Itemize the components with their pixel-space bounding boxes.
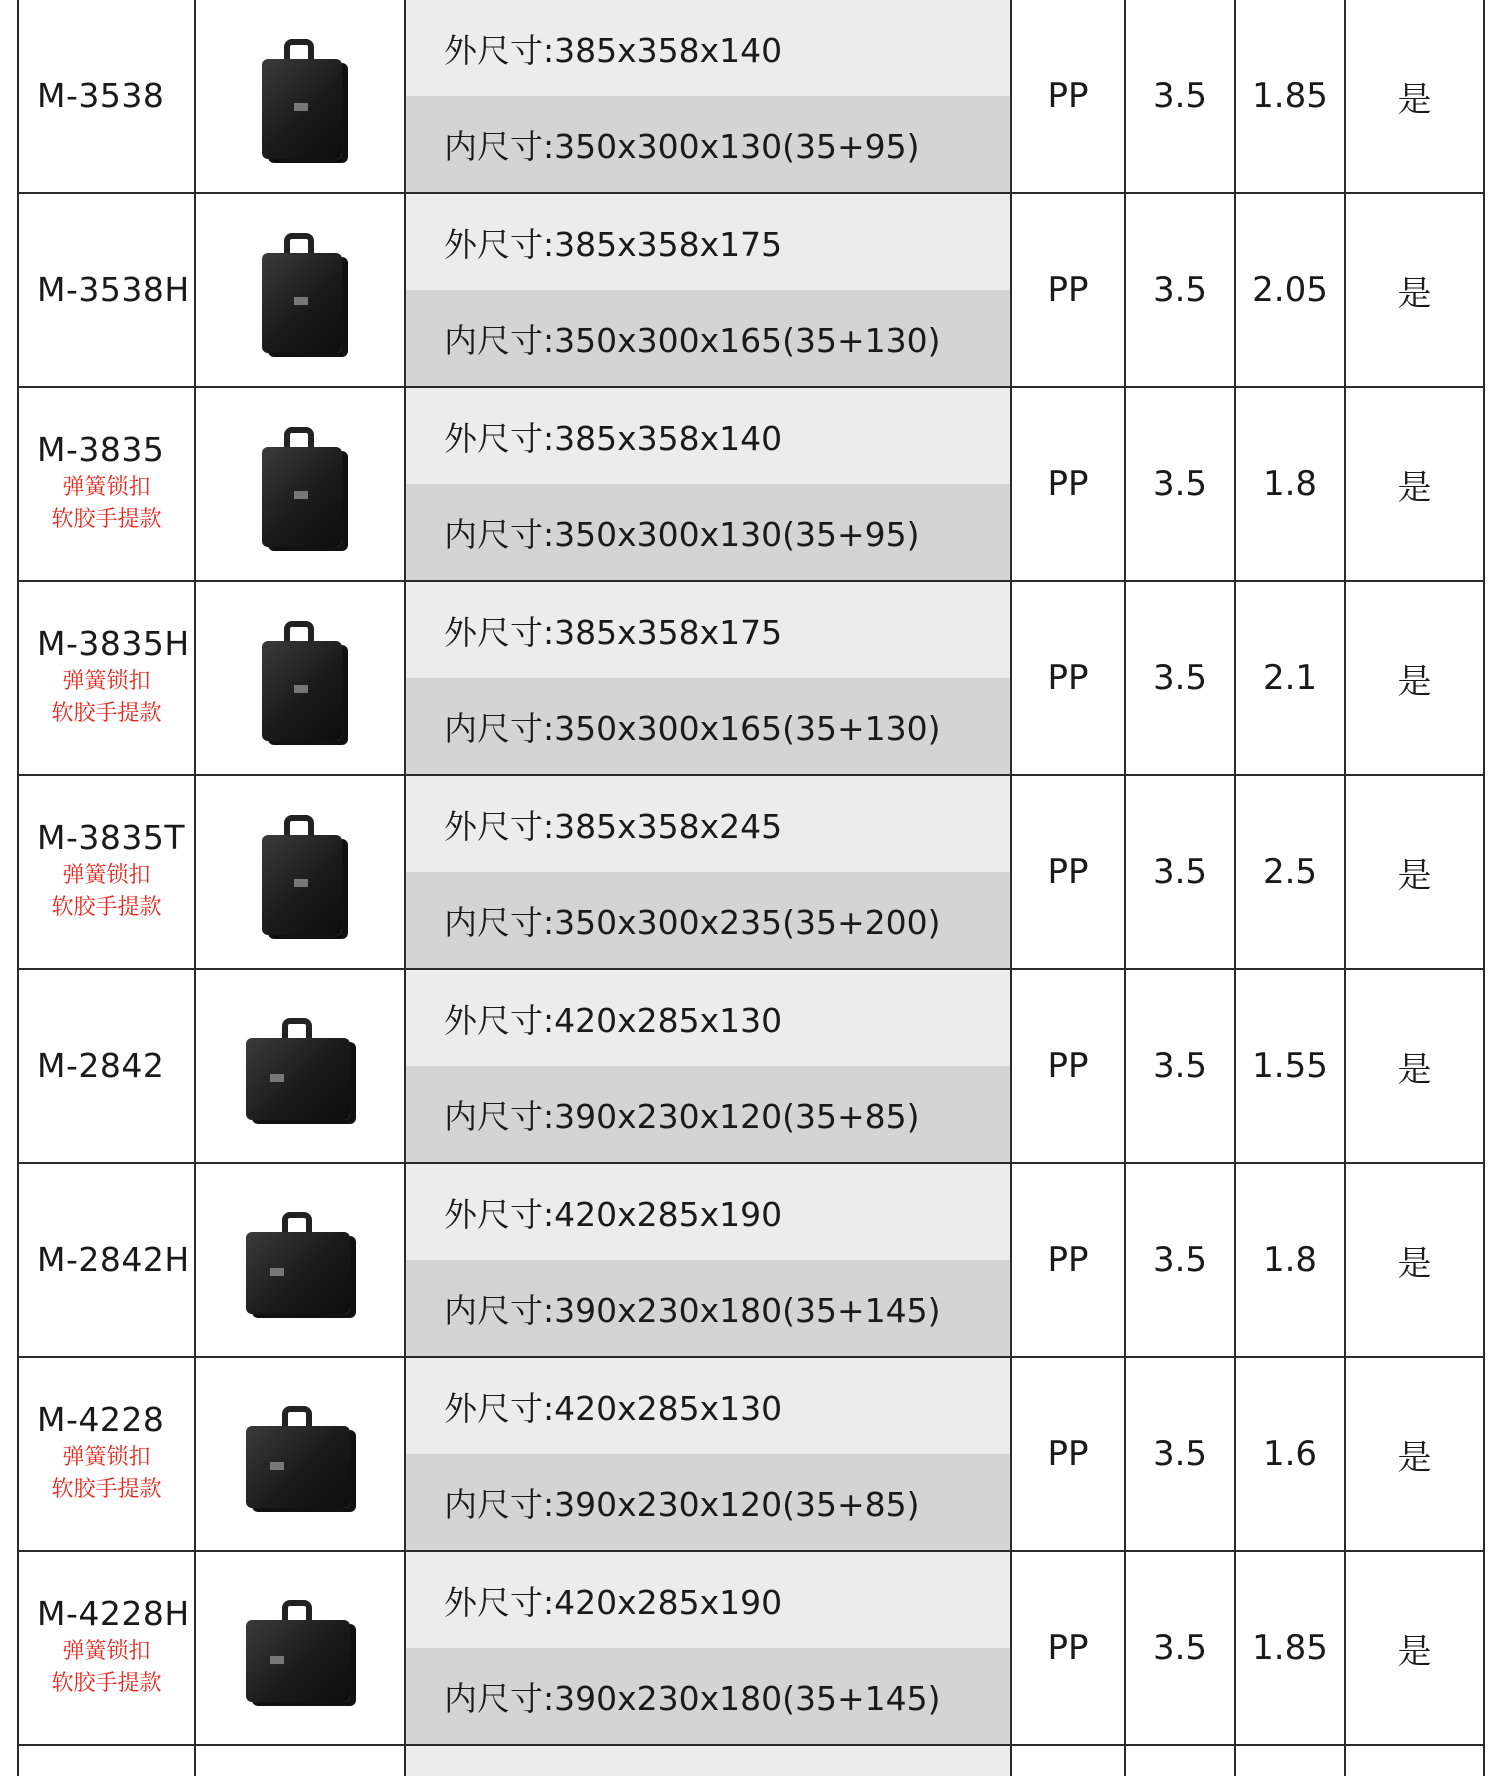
- size-cell: [406, 0, 1012, 192]
- size-cell: [406, 970, 1012, 1162]
- outer-size: 外尺寸:385x358x245: [406, 776, 1010, 872]
- thickness: 3.5: [1126, 582, 1236, 774]
- weight: 1.8: [1236, 388, 1346, 580]
- material: PP: [1012, 776, 1126, 968]
- model-number: M-2842H: [37, 1239, 190, 1279]
- material: PP: [1012, 0, 1126, 192]
- note-line-1: 弹簧锁扣: [62, 669, 151, 695]
- size-cell: [406, 194, 1012, 386]
- case-tall-icon: [254, 807, 346, 937]
- material: PP: [1012, 1552, 1126, 1744]
- outer-size: 外尺寸:420x285x130: [406, 1358, 1010, 1454]
- image-cell: [196, 1552, 406, 1744]
- outer-size: 外尺寸:385x358x140: [406, 0, 1010, 96]
- model-number: M-3835T: [37, 817, 186, 857]
- material: PP: [1012, 194, 1126, 386]
- case-wide-icon: [240, 1200, 360, 1320]
- model-cell: [19, 388, 196, 580]
- size-cell: [406, 1164, 1012, 1356]
- thickness: 3.5: [1126, 388, 1236, 580]
- case-tall-icon: [254, 225, 346, 355]
- model-number: M-3538H: [37, 269, 190, 309]
- weight: 2.5: [1236, 776, 1346, 968]
- weight: 2.05: [1236, 194, 1346, 386]
- image-cell: [196, 194, 406, 386]
- outer-size: 外尺寸:420x285x130: [406, 970, 1010, 1066]
- model-number: M-4228H: [37, 1593, 190, 1633]
- table-row: [19, 388, 1485, 582]
- weight: 1.85: [1236, 0, 1346, 192]
- thickness: 3.5: [1126, 1552, 1236, 1744]
- table-row: [19, 1358, 1485, 1552]
- note-line-2: 软胶手提款: [51, 1477, 162, 1503]
- weight: 1.8: [1236, 1164, 1346, 1356]
- size-cell: [406, 1552, 1012, 1744]
- inner-size: 内尺寸:350x300x165(35+130): [406, 678, 1010, 774]
- inner-size: 内尺寸:350x300x165(35+130): [406, 290, 1010, 386]
- note-line-2: 软胶手提款: [51, 895, 162, 921]
- yes-mark: 是: [1346, 1552, 1485, 1744]
- weight: 1.55: [1236, 970, 1346, 1162]
- image-cell: [196, 776, 406, 968]
- material: PP: [1012, 582, 1126, 774]
- yes-mark: 是: [1346, 1358, 1485, 1550]
- yes-mark: 是: [1346, 388, 1485, 580]
- thickness: 3.5: [1126, 776, 1236, 968]
- note-line-2: 软胶手提款: [51, 507, 162, 533]
- yes-mark: 是: [1346, 194, 1485, 386]
- image-cell: [196, 1358, 406, 1550]
- inner-size: 内尺寸:350x300x130(35+95): [406, 96, 1010, 192]
- outer-size: 外尺寸:385x358x140: [406, 388, 1010, 484]
- outer-size: 外尺寸:420x285x190: [406, 1552, 1010, 1648]
- outer-size: 外尺寸:385x358x175: [406, 582, 1010, 678]
- table-row: [19, 194, 1485, 388]
- weight: 2.1: [1236, 582, 1346, 774]
- yes-mark: 是: [1346, 1164, 1485, 1356]
- case-wide-icon: [240, 1394, 360, 1514]
- case-tall-icon: [254, 31, 346, 161]
- model-number: M-3835H: [37, 623, 190, 663]
- case-wide-icon: [240, 1006, 360, 1126]
- model-cell: [19, 1552, 196, 1744]
- table-row: [19, 970, 1485, 1164]
- yes-mark: 是: [1346, 776, 1485, 968]
- size-cell: [406, 582, 1012, 774]
- image-cell: [196, 970, 406, 1162]
- weight: 1.85: [1236, 1552, 1346, 1744]
- size-cell: [406, 1358, 1012, 1550]
- thickness: 3.5: [1126, 970, 1236, 1162]
- image-cell: [196, 582, 406, 774]
- note-line-1: 弹簧锁扣: [62, 1445, 151, 1471]
- model-number: M-4228: [37, 1399, 165, 1439]
- model-cell: [19, 776, 196, 968]
- model-cell: [19, 194, 196, 386]
- note-line-1: 弹簧锁扣: [62, 1639, 151, 1665]
- yes-mark: 是: [1346, 970, 1485, 1162]
- case-tall-icon: [254, 419, 346, 549]
- table-row: [19, 776, 1485, 970]
- yes-mark: 是: [1346, 582, 1485, 774]
- model-cell: [19, 1358, 196, 1550]
- outer-size: 外尺寸:420x285x190: [406, 1164, 1010, 1260]
- table-row: [19, 1164, 1485, 1358]
- table-row: [19, 582, 1485, 776]
- material: PP: [1012, 1358, 1126, 1550]
- material: PP: [1012, 388, 1126, 580]
- material: PP: [1012, 970, 1126, 1162]
- size-cell: [406, 776, 1012, 968]
- inner-size: 内尺寸:390x230x120(35+85): [406, 1066, 1010, 1162]
- table-row: [19, 1552, 1485, 1746]
- inner-size: 内尺寸:390x230x120(35+85): [406, 1454, 1010, 1550]
- weight: 1.6: [1236, 1358, 1346, 1550]
- yes-mark: 是: [1346, 0, 1485, 192]
- thickness: 3.5: [1126, 194, 1236, 386]
- inner-size: 内尺寸:350x300x235(35+200): [406, 872, 1010, 968]
- inner-size: 内尺寸:350x300x130(35+95): [406, 484, 1010, 580]
- table-row: [19, 0, 1485, 194]
- model-cell: [19, 970, 196, 1162]
- size-cell: [406, 388, 1012, 580]
- spec-table: [17, 0, 1485, 1776]
- case-wide-icon: [240, 1588, 360, 1708]
- thickness: 3.5: [1126, 1164, 1236, 1356]
- model-cell: [19, 0, 196, 192]
- note-line-2: 软胶手提款: [51, 701, 162, 727]
- model-number: M-3835: [37, 429, 165, 469]
- note-line-1: 弹簧锁扣: [62, 475, 151, 501]
- note-line-2: 软胶手提款: [51, 1671, 162, 1697]
- case-tall-icon: [254, 613, 346, 743]
- model-number: M-2842: [37, 1045, 165, 1085]
- inner-size: 内尺寸:390x230x180(35+145): [406, 1260, 1010, 1356]
- model-number: M-3538: [37, 75, 165, 115]
- note-line-1: 弹簧锁扣: [62, 863, 151, 889]
- model-cell: [19, 1164, 196, 1356]
- image-cell: [196, 0, 406, 192]
- model-cell: [19, 582, 196, 774]
- thickness: 3.5: [1126, 0, 1236, 192]
- thickness: 3.5: [1126, 1358, 1236, 1550]
- outer-size: 外尺寸:385x358x175: [406, 194, 1010, 290]
- image-cell: [196, 1164, 406, 1356]
- image-cell: [196, 388, 406, 580]
- inner-size: 内尺寸:390x230x180(35+145): [406, 1648, 1010, 1744]
- material: PP: [1012, 1164, 1126, 1356]
